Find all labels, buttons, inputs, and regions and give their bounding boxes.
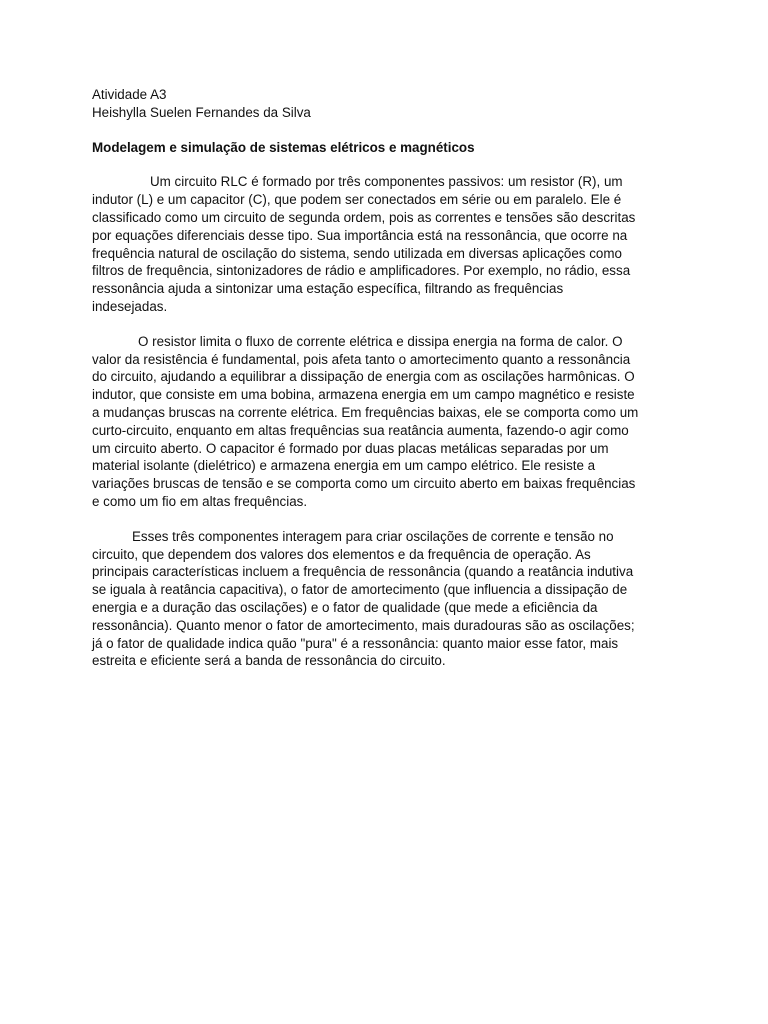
paragraph-line: ressonância). Quanto menor o fator de amortecimento, mais duradouras são as oscilações; <box>92 617 635 633</box>
paragraph-line: Um circuito RLC é formado por três componentes passivos: um resistor (R), um <box>150 174 623 190</box>
paragraph <box>92 173 672 315</box>
activity-label: Atividade A3 <box>92 87 167 102</box>
paragraph-line: material isolante (dielétrico) e armazena energia em um campo elétrico. Ele resiste a <box>92 458 596 474</box>
document-page <box>92 86 672 670</box>
paragraph-line: indesejadas. <box>92 298 168 314</box>
paragraph-line: por equações diferenciais desse tipo. Sua importância está na ressonância, que ocorre na <box>92 227 628 243</box>
paragraph-line: indutor (L) e um capacitor (C), que podem ser conectados em série ou em paralelo. Ele é <box>92 192 622 208</box>
document-title: Modelagem e simulação de sistemas elétricos e magnéticos <box>92 139 475 155</box>
paragraph-line: Esses três componentes interagem para criar oscilações de corrente e tensão no <box>132 528 614 544</box>
paragraph-line: circuito, que dependem dos valores dos elementos e da frequência de operação. As <box>92 546 591 562</box>
paragraph <box>92 333 672 511</box>
paragraph-line: e como um fio em altas frequências. <box>92 493 308 509</box>
paragraph-line: já o fator de qualidade indica quão "pura" é a ressonância: quanto maior esse fator, mais <box>92 635 619 651</box>
author-name: Heishylla Suelen Fernandes da Silva <box>92 104 311 120</box>
paragraph-line: energia e a duração das oscilações) e o fator de qualidade (que mede a eficiência da <box>92 599 598 615</box>
paragraph-line: um circuito aberto. O capacitor é formado por duas placas metálicas separadas por um <box>92 440 609 456</box>
paragraph-line: classificado como um circuito de segunda ordem, pois as correntes e tensões são descritas <box>92 209 636 225</box>
paragraph-line: frequência natural de oscilação do sistema, sendo utilizada em diversas aplicações como <box>92 245 622 261</box>
paragraph-line: do circuito, ajudando a equilibrar a dissipação de energia com as oscilações harmônicas. O <box>92 369 635 385</box>
paragraph <box>92 528 672 670</box>
paragraph-line: principais características incluem a frequência de ressonância (quando a reatância indutiva <box>92 564 634 580</box>
paragraph-line: ressonância ajuda a sintonizar uma estação específica, filtrando as frequências <box>92 281 564 297</box>
body-text <box>92 173 672 670</box>
paragraph-line: a mudanças bruscas na corrente elétrica. Em frequências baixas, ele se comporta como um <box>92 404 639 420</box>
paragraph-line: filtros de frequência, sintonizadores de rádio e amplificadores. Por exemplo, no rádio, essa <box>92 263 631 279</box>
paragraph-line: estreita e eficiente será a banda de ressonância do circuito. <box>92 653 446 669</box>
paragraph-line: se iguala à reatância capacitiva), o fator de amortecimento (que influencia a dissipação de <box>92 582 628 598</box>
paragraph-line: variações bruscas de tensão e se comporta como um circuito aberto em baixas frequências <box>92 476 636 492</box>
paragraph-line: curto-circuito, enquanto em altas frequências sua reatância aumenta, fazendo-o agir como <box>92 422 629 438</box>
paragraph-line: valor da resistência é fundamental, pois afeta tanto o amortecimento quanto a ressonância <box>92 351 631 367</box>
paragraph-line: indutor, que consiste em uma bobina, armazena energia em um campo magnético e resiste <box>92 387 635 403</box>
paragraph-line: O resistor limita o fluxo de corrente elétrica e dissipa energia na forma de calor. O <box>138 333 623 349</box>
